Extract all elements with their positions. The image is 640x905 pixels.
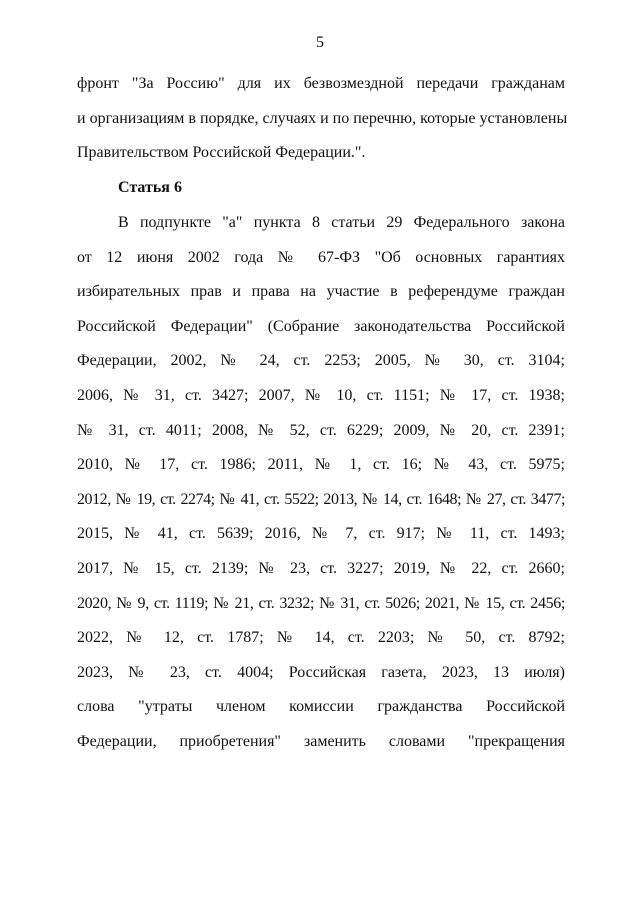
paragraph-line: 2017, № 15, ст. 2139; № 23, ст. 3227; 2019, № 22, ст. 2660; <box>77 559 565 577</box>
paragraph-line: 2006, № 31, ст. 3427; 2007, № 10, ст. 1151; № 17, ст. 1938; <box>77 386 565 404</box>
paragraph-line: и организациям в порядке, случаях и по перечню, которые установлены <box>77 109 568 127</box>
article-paragraph <box>77 213 565 767</box>
paragraph-line: № 31, ст. 4011; 2008, № 52, ст. 6229; 2009, № 20, ст. 2391; <box>77 421 565 439</box>
continuation-paragraph <box>77 74 568 178</box>
paragraph-line: Федерации, приобретения" заменить словами "прекращения <box>77 732 565 750</box>
paragraph-line: В подпункте "а" пункта 8 статьи 29 Федерального закона <box>118 214 565 231</box>
paragraph-line: 2022, № 12, ст. 1787; № 14, ст. 2203; № 50, ст. 8792; <box>77 629 565 647</box>
paragraph-line: 2020, № 9, ст. 1119; № 21, ст. 3232; № 31, ст. 5026; 2021, № 15, ст. 2456; <box>77 594 565 612</box>
paragraph-line: слова "утраты членом комиссии гражданства Российской <box>77 698 565 716</box>
paragraph-line: фронт "За Россию" для их безвозмездной передачи гражданам <box>77 75 565 92</box>
paragraph-line: Российской Федерации" (Собрание законодательства Российской <box>77 317 565 335</box>
paragraph-line: 2015, № 41, ст. 5639; 2016, № 7, ст. 917; № 11, ст. 1493; <box>77 525 565 543</box>
paragraph-line: избирательных прав и права на участие в референдуме граждан <box>77 283 565 301</box>
paragraph-line: 2010, № 17, ст. 1986; 2011, № 1, ст. 16; № 43, ст. 5975; <box>77 456 565 474</box>
page-number: 5 <box>316 34 324 51</box>
article-heading: Статья 6 <box>118 179 182 196</box>
paragraph-line: Федерации, 2002, № 24, ст. 2253; 2005, № 30, ст. 3104; <box>77 352 565 370</box>
paragraph-line: 2012, № 19, ст. 2274; № 41, ст. 5522; 2013, № 14, ст. 1648; № 27, ст. 3477; <box>77 490 565 508</box>
paragraph-line: 2023, № 23, ст. 4004; Российская газета, 2023, 13 июля) <box>77 663 565 681</box>
paragraph-line: Правительством Российской Федерации.". <box>77 144 366 162</box>
paragraph-line: от 12 июня 2002 года № 67-ФЗ "Об основных гарантиях <box>77 248 565 266</box>
